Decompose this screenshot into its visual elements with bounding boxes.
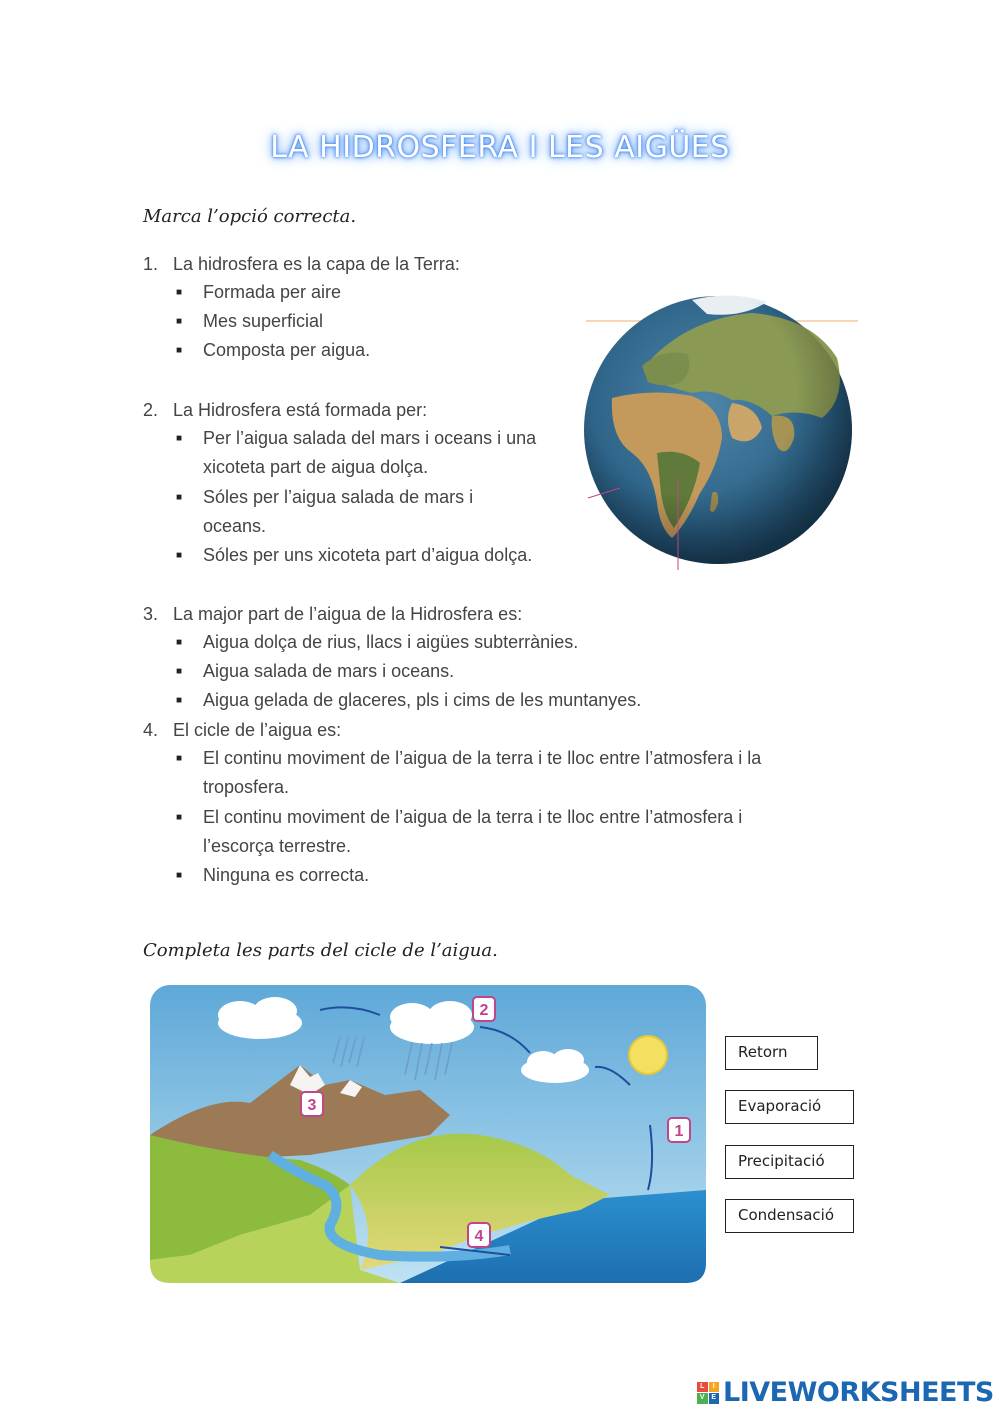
- option-text: Sóles per uns xicoteta part d’aigua dolça.: [203, 545, 533, 565]
- bullet-icon: ■: [176, 316, 183, 327]
- option-2-1[interactable]: [176, 424, 536, 482]
- bullet-icon: ■: [176, 287, 183, 298]
- page-title: LA HIDROSFERA I LES AIGÜES: [270, 130, 730, 165]
- bullet-icon: ■: [176, 812, 183, 823]
- question-1: [143, 254, 460, 275]
- marker-3: [301, 1092, 323, 1116]
- option-text: Formada per aire: [203, 282, 342, 302]
- option-text: Aigua gelada de glaceres, pls i cims de les muntanyes.: [203, 690, 642, 710]
- option-4-3[interactable]: [176, 861, 369, 890]
- marker-label: 2: [479, 1002, 489, 1019]
- option-1-2[interactable]: [176, 307, 323, 336]
- question-number: 3.: [143, 604, 159, 624]
- question-number: 4.: [143, 720, 159, 740]
- bullet-icon: ■: [176, 433, 183, 444]
- option-3-2[interactable]: [176, 657, 454, 686]
- earth-globe-image: [582, 288, 862, 573]
- question-number: 1.: [143, 254, 159, 274]
- bullet-icon: ■: [176, 345, 183, 356]
- option-text: El continu moviment de l’aigua de la terra i te lloc entre l’atmosfera i la troposfera.: [203, 748, 762, 797]
- marker-4: [468, 1223, 490, 1247]
- marker-label: 3: [307, 1097, 317, 1114]
- instruction-complete-cycle: Completa les parts del cicle de l’aigua.: [143, 940, 498, 961]
- bullet-icon: ■: [176, 870, 183, 881]
- option-1-3[interactable]: [176, 336, 370, 365]
- option-text: Composta per aigua.: [203, 340, 371, 360]
- question-text: La Hidrosfera está formada per:: [173, 400, 428, 420]
- option-text: Aigua salada de mars i oceans.: [203, 661, 455, 681]
- answer-box-retorn[interactable]: Retorn: [725, 1036, 818, 1070]
- question-4: [143, 720, 341, 741]
- marker-label: 1: [674, 1123, 684, 1140]
- answer-box-condensacio[interactable]: Condensació: [725, 1199, 854, 1233]
- question-number: 2.: [143, 400, 159, 420]
- bullet-icon: ■: [176, 492, 183, 503]
- option-text: Per l’aigua salada del mars i oceans i una xicoteta part de aigua dolça.: [203, 428, 537, 477]
- option-text: El continu moviment de l’aigua de la terra i te lloc entre l’atmosfera i l’escorça terrestre.: [203, 807, 743, 856]
- option-3-1[interactable]: [176, 628, 578, 657]
- question-2: [143, 400, 427, 421]
- bullet-icon: ■: [176, 695, 183, 706]
- option-text: Mes superficial: [203, 311, 324, 331]
- question-text: La major part de l’aigua de la Hidrosfera es:: [173, 604, 523, 624]
- answer-box-precipitacio[interactable]: Precipitació: [725, 1145, 854, 1179]
- liveworksheets-mark-icon: L I V E: [697, 1382, 719, 1404]
- sun-icon: [629, 1036, 667, 1074]
- option-4-1[interactable]: [176, 744, 761, 802]
- answer-box-evaporacio[interactable]: Evaporació: [725, 1090, 854, 1124]
- instruction-mark-correct: Marca l’opció correcta.: [143, 206, 357, 227]
- option-text: Sóles per l’aigua salada de mars i oceans.: [203, 487, 474, 536]
- option-2-2[interactable]: [176, 483, 473, 541]
- option-text: Aigua dolça de rius, llacs i aigües subterrànies.: [203, 632, 579, 652]
- water-cycle-diagram: [150, 985, 706, 1283]
- question-text: La hidrosfera es la capa de la Terra:: [173, 254, 460, 274]
- marker-label: 4: [474, 1228, 484, 1245]
- bullet-icon: ■: [176, 637, 183, 648]
- option-2-3[interactable]: [176, 541, 532, 570]
- option-text: Ninguna es correcta.: [203, 865, 370, 885]
- question-3: [143, 604, 522, 625]
- option-1-1[interactable]: [176, 278, 341, 307]
- bullet-icon: ■: [176, 666, 183, 677]
- option-3-3[interactable]: [176, 686, 641, 715]
- bullet-icon: ■: [176, 753, 183, 764]
- liveworksheets-logo[interactable]: [697, 1377, 994, 1408]
- question-text: El cicle de l’aigua es:: [173, 720, 342, 740]
- bullet-icon: ■: [176, 550, 183, 561]
- marker-2: [473, 997, 495, 1021]
- marker-1: [668, 1118, 690, 1142]
- brand-name: LIVEWORKSHEETS: [723, 1377, 994, 1408]
- option-4-2[interactable]: [176, 803, 742, 861]
